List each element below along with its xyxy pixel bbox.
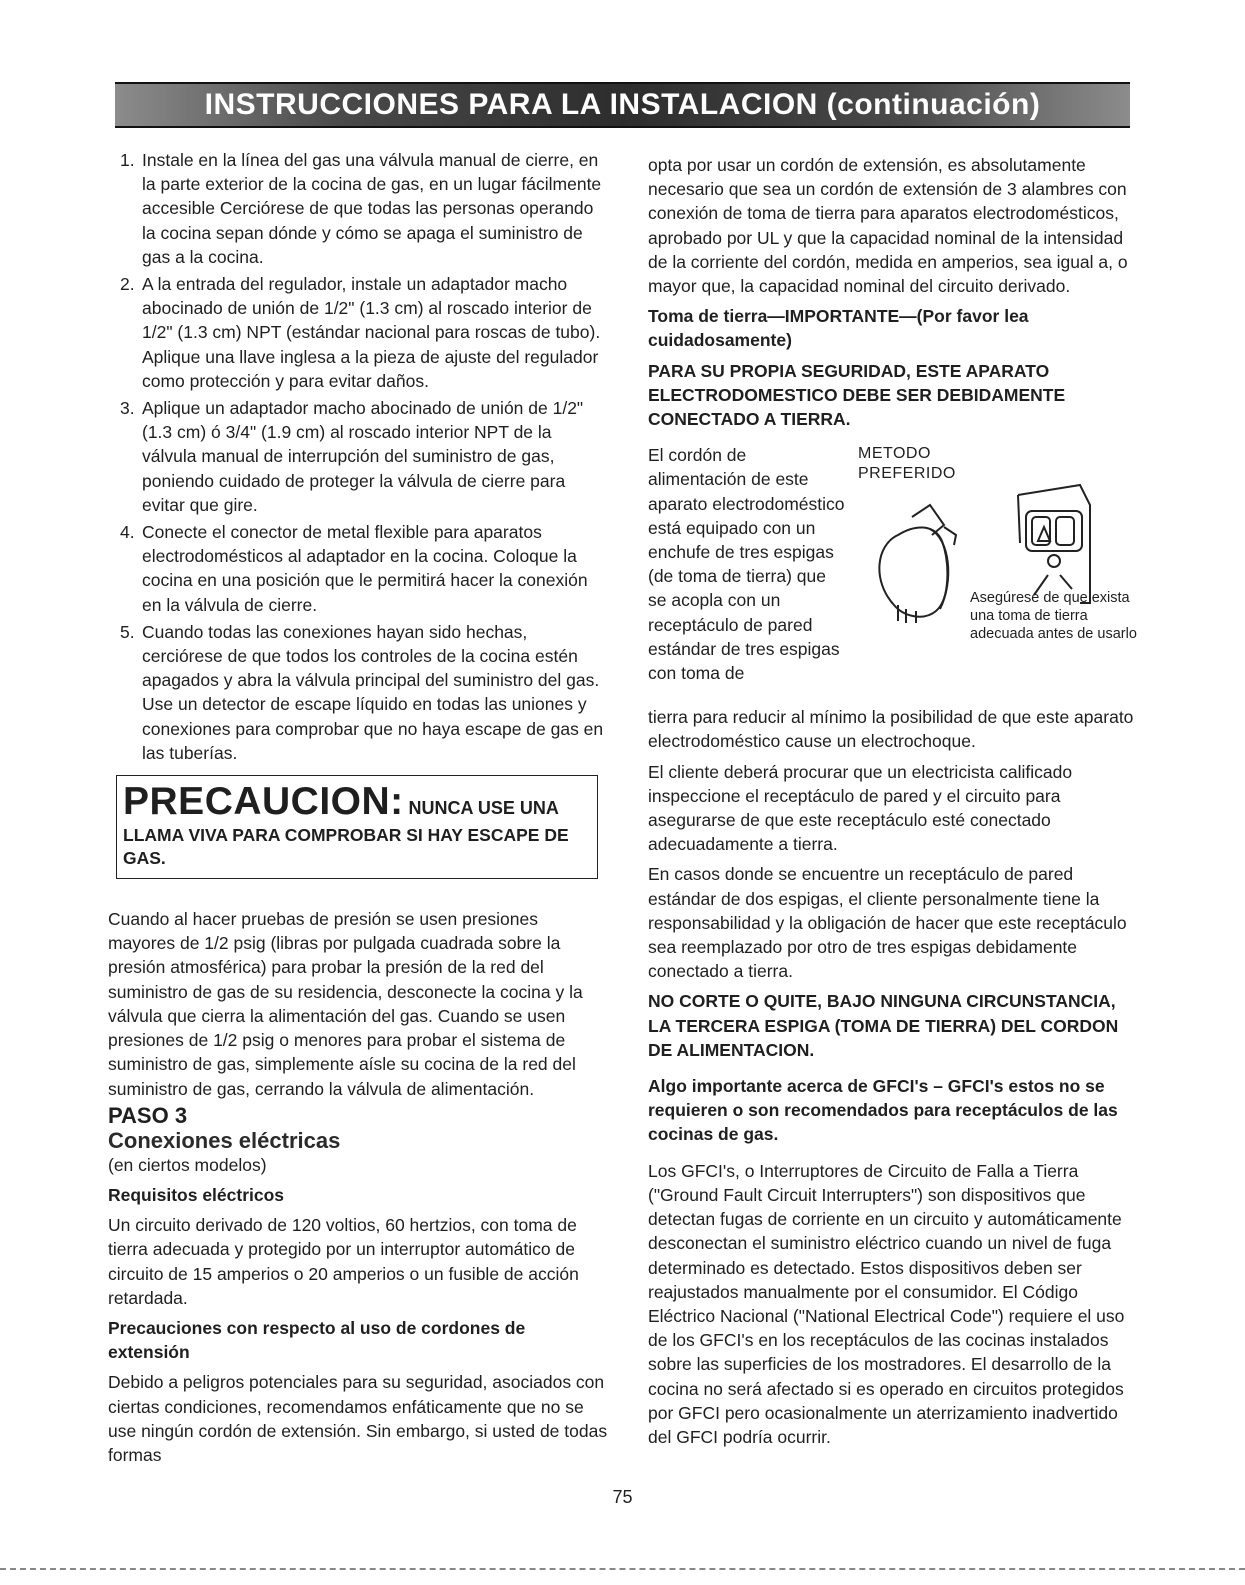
page-number: 75 <box>612 1487 633 1507</box>
warning-heading: NO CORTE O QUITE, BAJO NINGUNA CIRCUNSTANCIA, LA TERCERA ESPIGA (TOMA DE TIERRA) DEL CORDON DE ALIMENTACION. <box>648 991 1119 1060</box>
requirements-text: Un circuito derivado de 120 voltios, 60 hertzios, con toma de tierra adecuada y protegido por un interruptor automático de circuito de 15 amperios o 20 amperios o un fusible de acción retardada. <box>108 1215 579 1308</box>
figure-label-text: METODO PREFERIDO <box>858 445 956 483</box>
figure-side-text: El cordón de alimentación de este aparato electrodoméstico está equipado con un enchufe de tres espigas (de toma de tierra) que se acopla con un receptáculo de pared estándar de tres espigas con toma de <box>648 445 845 684</box>
installation-steps-list <box>108 148 608 765</box>
section-banner <box>115 82 1130 128</box>
list-number: 5. <box>120 621 135 642</box>
list-text: Instale en la línea del gas una válvula manual de cierre, en la parte exterior de la cocina de gas, en un lugar fácilmente accesible Cerciórese de que todas las personas operando la cocina sepan dónde y cómo se apaga el suministro de gas a la cocina. <box>142 150 602 267</box>
requirements-heading: Requisitos eléctricos <box>108 1184 285 1205</box>
list-number: 2. <box>120 274 135 295</box>
list-text: A la entrada del regulador, instale un adaptador macho abocinado de unión de 1/2" (1.3 cm) al roscado interior de 1/2" (1.3 cm) NPT (estándar nacional para roscas de tubo). Aplique una llave inglesa a la pieza de ajuste del regulador como protección y para evitar daños. <box>142 274 601 391</box>
pressure-test-paragraph: Cuando al hacer pruebas de presión se usen presiones mayores de 1/2 psig (libras por pulgada cuadrada sobre la presión atmosférica) para probar la presión de la red del suministro de gas de su residencia, desconecte la cocina y la válvula que cierra la alimentación del gas. Cuando se usen presiones de 1/2 psig o menores para probar el sistema de suministro de gas, simplemente aísle su cocina de la red del suministro de gas, cerrando la válvula de alimentación. <box>108 909 583 1099</box>
extension-cord-heading: Precauciones con respecto al uso de cordones de extensión <box>108 1317 526 1363</box>
client-paragraph: El cliente deberá procurar que un electricista calificado inspeccione el receptáculo de pared y el circuito para asegurarse de que este receptáculo esté conectado adecuadamente a tierra. <box>648 761 1073 855</box>
right-column <box>648 153 1138 1449</box>
gfci-paragraph: Los GFCI's, o Interruptores de Circuito de Falla a Tierra ("Ground Fault Circuit Interrupters") son dispositivos que detectan fugas de corriente en un circuito y automáticamente desconectan el suministro eléctrico cuando un nivel de fuga determinado es detectado. Estos dispositivos deben ser reajustados manualmente por el consumidor. El Código Eléctrico Nacional ("National Electrical Code") requiere el uso de los GFCI's en los receptáculos de las cocinas instalados sobre las superficies de los mostradores. El desarrollo de la cocina no será afectado si es operado en circuitos protegidos por GFCI pero ocasionalmente un aterrizamiento inadvertido del GFCI podría ocurrir. <box>648 1160 1125 1447</box>
gfci-heading: Algo importante acerca de GFCI's – GFCI's estos no se requieren o son recomendados para receptáculos de las cocinas de gas. <box>648 1076 1118 1145</box>
step-label: PASO 3 <box>108 1102 188 1128</box>
two-prong-paragraph: En casos donde se encuentre un receptáculo de pared estándar de dos espigas, el cliente personalmente tiene la responsabilidad y la obligación de hacer que este receptáculo sea reemplazado por otro de tres espigas debidamente conectado a tierra. <box>648 864 1127 982</box>
list-item <box>108 272 608 393</box>
list-number: 1. <box>120 150 135 170</box>
figure-after-text: tierra para reducir al mínimo la posibilidad de que este aparato electrodoméstico cause un electrochoque. <box>648 707 1134 752</box>
step-title: Conexiones eléctricas <box>108 1127 341 1153</box>
list-item <box>108 148 608 269</box>
caution-word: PRECAUCION: <box>123 780 404 824</box>
figure-caption: Asegúrese de que exista una toma de tierra adecuada antes de usarlo <box>970 590 1137 643</box>
safety-heading: PARA SU PROPIA SEGURIDAD, ESTE APARATO ELECTRODOMESTICO DEBE SER DEBIDAMENTE CONECTADO A TIERRA. <box>648 360 1066 430</box>
caution-box <box>116 775 598 879</box>
bottom-rule <box>0 1568 1245 1570</box>
grounding-heading: Toma de tierra—IMPORTANTE—(Por favor lea cuidadosamente) <box>648 306 1029 351</box>
section-title: INSTRUCCIONES PARA LA INSTALACION (continuación) <box>204 88 1041 121</box>
list-text: Conecte el conector de metal flexible para aparatos electrodomésticos al adaptador en la cocina. Coloque la cocina en una posición que le permitirá hacer la conexión en la válvula de cierre. <box>142 522 588 615</box>
caution-text: LLAMA VIVA PARA COMPROBAR SI HAY ESCAPE DE GAS. <box>123 825 569 869</box>
figure-label <box>858 444 968 484</box>
list-number: 4. <box>120 522 135 543</box>
list-item <box>108 396 608 517</box>
extension-cord-text: Debido a peligros potenciales para su seguridad, asociados con ciertas condiciones, recomendamos enfáticamente que no se use ningún cordón de extensión. Sin embargo, si usted de todas formas <box>108 1372 608 1465</box>
left-column <box>108 148 608 1467</box>
list-number: 3. <box>120 398 135 419</box>
grounding-figure-block <box>648 443 1138 705</box>
list-text: Aplique un adaptador macho abocinado de unión de 1/2" (1.3 cm) ó 3/4" (1.9 cm) al roscado interior NPT de la válvula manual de interrupción del suministro de gas, poniendo cuidado de proteger la válvula de cierre para evitar que gire. <box>142 398 584 515</box>
list-item <box>108 520 608 617</box>
extension-cord-continued: opta por usar un cordón de extensión, es absolutamente necesario que sea un cordón de extensión de 3 alambres con conexión de toma de tierra para aparatos electrodomésticos, aprobado por UL y que la capacidad nominal de la intensidad de la corriente del cordón, medida en amperios, sea igual a, o mayor que, la capacidad nominal del circuito derivado. <box>648 155 1128 297</box>
caution-lead: NUNCA USE UNA <box>408 798 559 819</box>
list-item <box>108 620 608 765</box>
step-note: (en ciertos modelos) <box>108 1154 267 1175</box>
list-text: Cuando todas las conexiones hayan sido hechas, cerciórese de que todos los controles de la cocina estén apagados y abra la válvula principal del suministro del gas. Use un detector de escape líquido en todas las uniones y conexiones para comprobar que no haya escape de gas en las tuberías. <box>142 621 604 763</box>
